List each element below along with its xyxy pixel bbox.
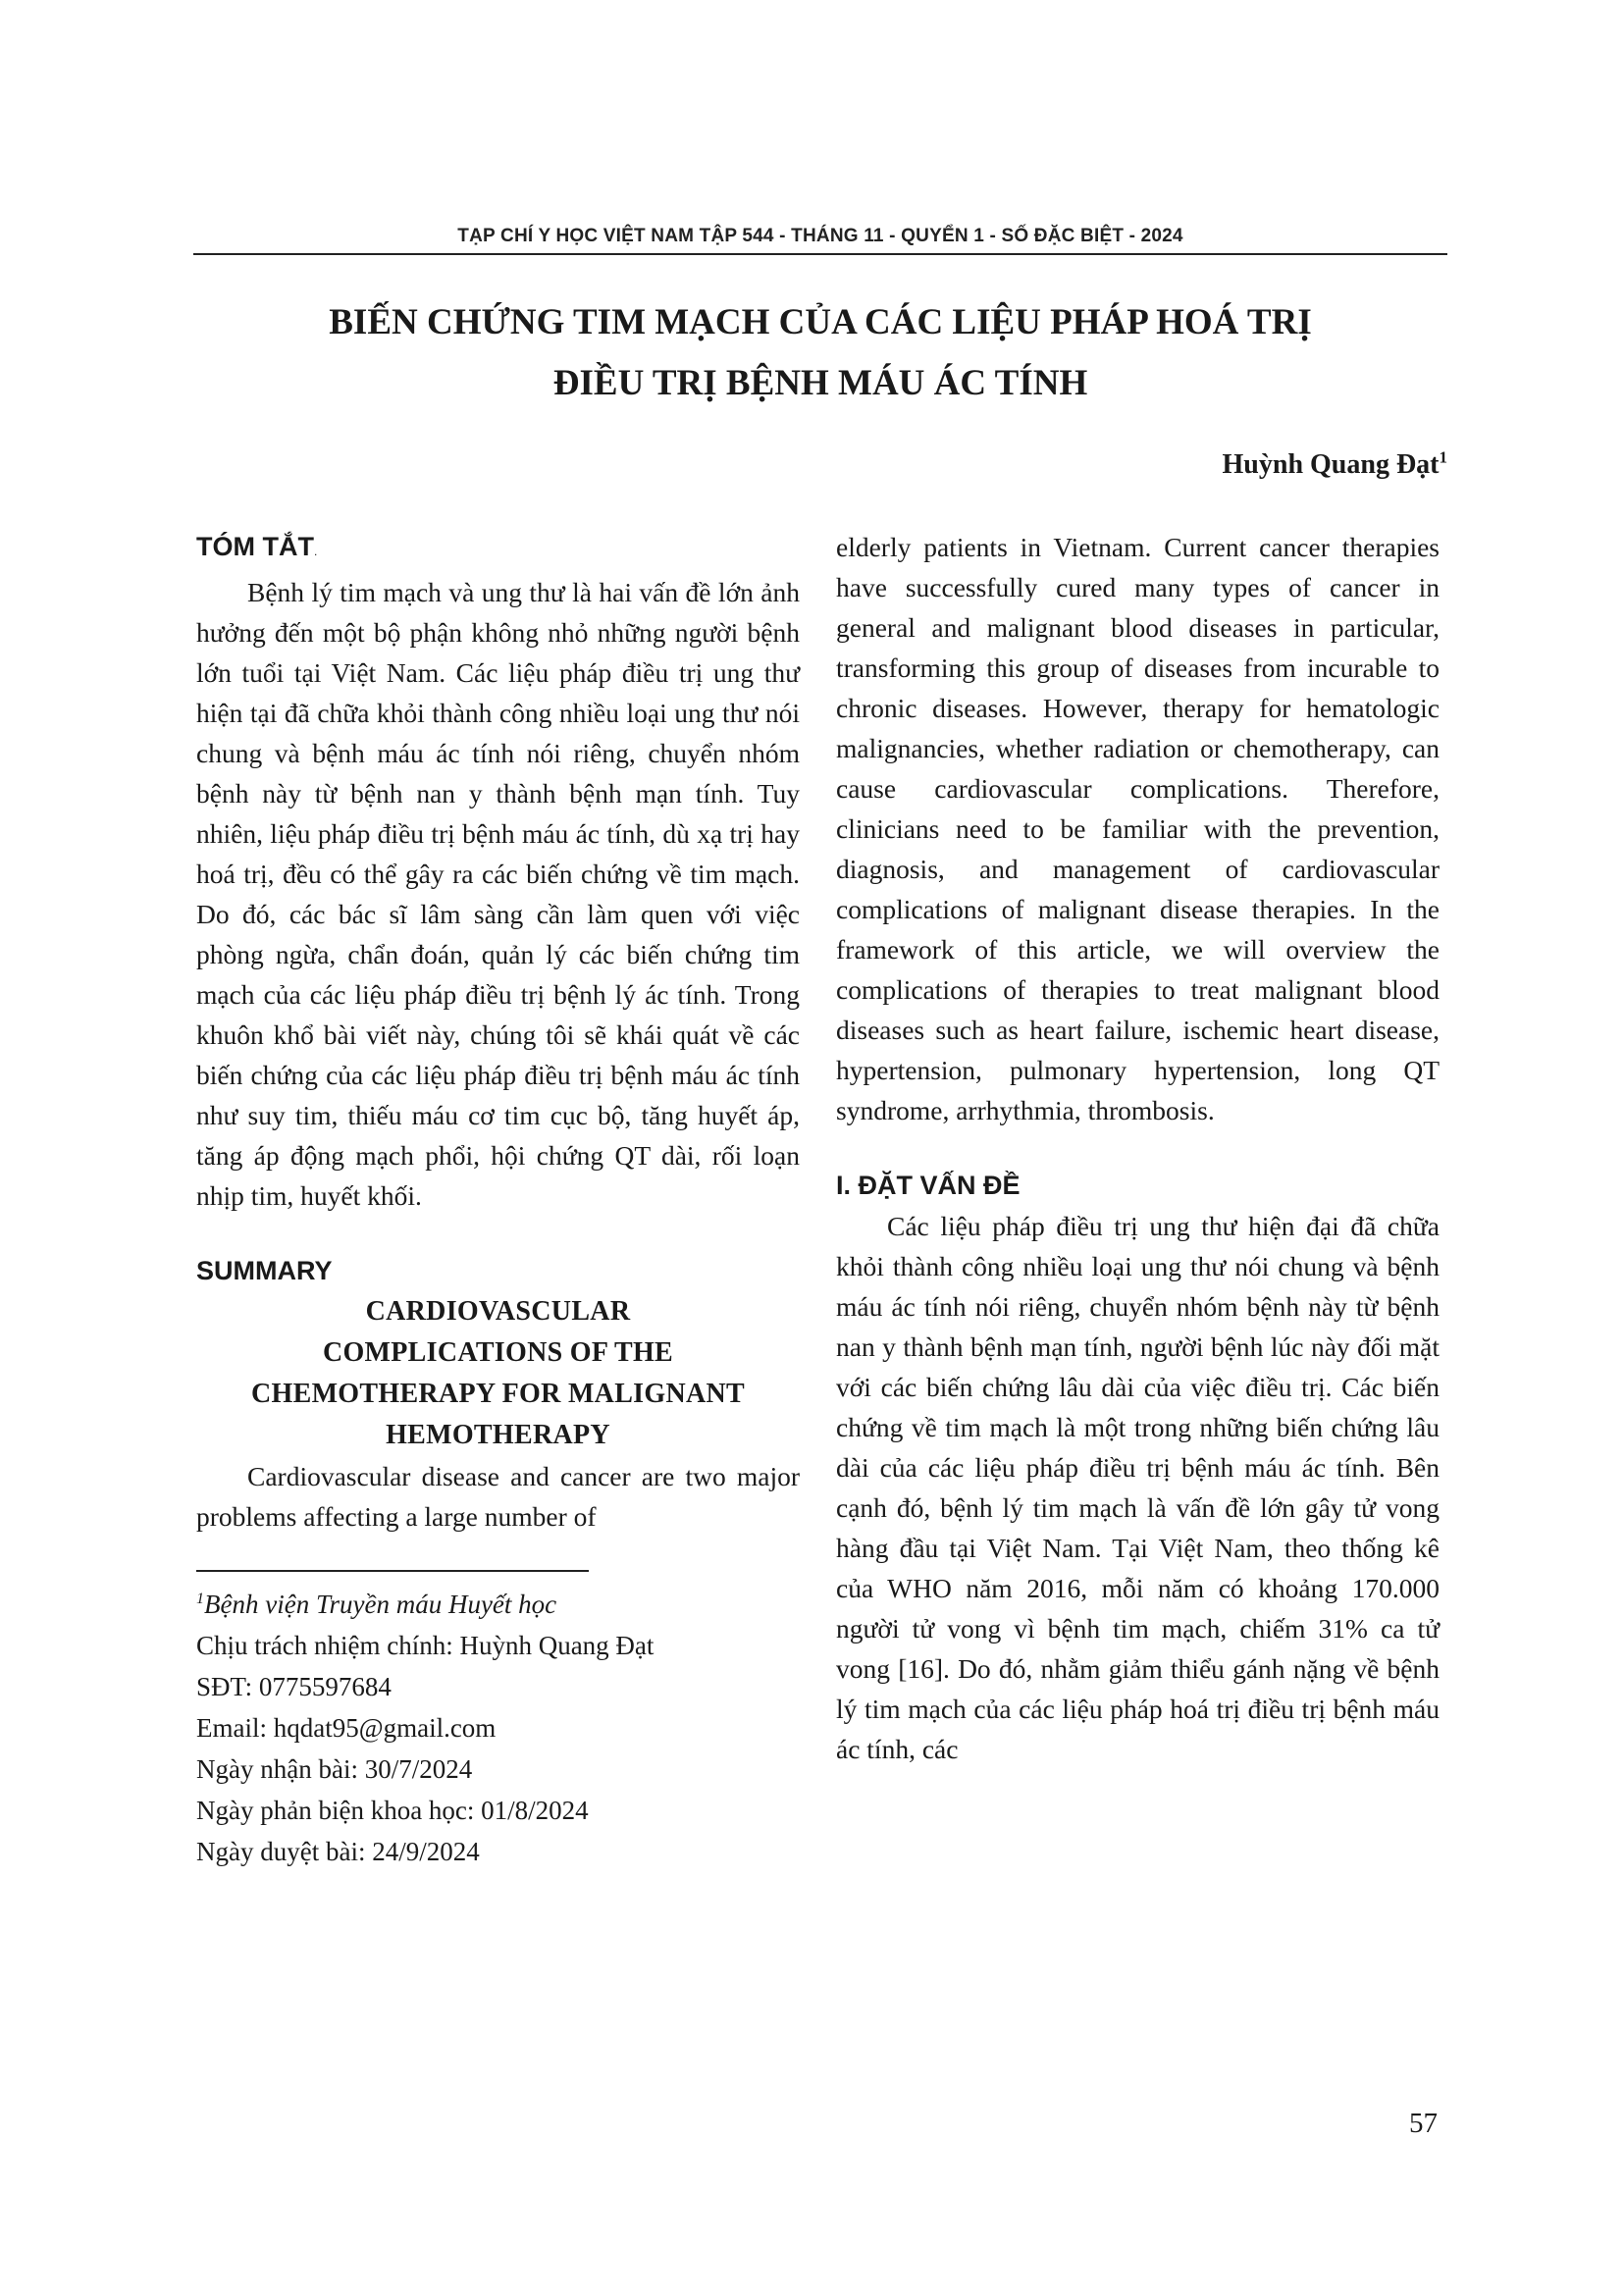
footnote-affiliation-text: Bệnh viện Truyền máu Huyết học xyxy=(204,1590,557,1619)
summary-heading: SUMMARY xyxy=(196,1256,333,1285)
footnote-received-date: Ngày nhận bài: 30/7/2024 xyxy=(196,1754,473,1784)
footnote-reviewed-date: Ngày phản biện khoa học: 01/8/2024 xyxy=(196,1796,589,1825)
article-title-line-2: ĐIỀU TRỊ BỆNH MÁU ÁC TÍNH xyxy=(552,363,1088,403)
footnote-accepted-date: Ngày duyệt bài: 24/9/2024 xyxy=(196,1837,480,1866)
author-byline xyxy=(1223,449,1447,481)
footnote-affiliation-mark: 1 xyxy=(196,1591,204,1607)
summary-title xyxy=(196,1291,800,1456)
footnote-rule xyxy=(196,1570,589,1572)
summary-text-part-2: elderly patients in Vietnam. Current cancer therapies have successfully cured many types of cancer in general and malignant blood diseases in particular, transforming this group of diseases from incurable to chronic diseases. However, therapy for hematologic malignancies, whether radiation or chemotherapy, can cause cardiovascular complications. Therefore, clinicians need to be familiar with the prevention, diagnosis, and management of cardiovascular complications of malignant disease therapies. In the framework of this article, we will overview the complications of therapies to treat malignant blood diseases such as heart failure, ischemic heart disease, hypertension, pulmonary hypertension, long QT syndrome, arrhythmia, thrombosis. xyxy=(836,532,1440,1125)
page-number: 57 xyxy=(1409,2108,1438,2139)
footnote-email: Email: hqdat95@gmail.com xyxy=(196,1713,497,1743)
summary-title-line-1: CARDIOVASCULAR xyxy=(365,1296,631,1327)
spacer xyxy=(196,1216,800,1251)
abstract-vi-heading xyxy=(196,527,800,572)
author-affiliation-mark: 1 xyxy=(1439,447,1447,467)
header-rule xyxy=(193,253,1447,255)
abstract-vi-heading-text: TÓM TẮT xyxy=(196,532,314,561)
summary-title-line-2: COMPLICATIONS OF THE xyxy=(322,1337,674,1368)
right-column xyxy=(836,527,1440,1769)
summary-text-part-1: Cardiovascular disease and cancer are two major problems affecting a large number of xyxy=(196,1461,800,1532)
summary-title-line-4: HEMOTHERAPY xyxy=(386,1420,610,1450)
article-title xyxy=(193,292,1447,414)
section-1-text: Các liệu pháp điều trị ung thư hiện đại đã chữa khỏi thành công nhiều loại ung thư nói chung và bệnh máu ác tính nói riêng, chuyển nhóm bệnh này từ bệnh nan y thành bệnh mạn tính, người bệnh lúc này đối mặt với các biến chứng lâu dài của việc điều trị. Các biến chứng về tim mạch là một trong những biến chứng lâu dài của các liệu pháp điều trị bệnh máu ác tính. Bên cạnh đó, bệnh lý tim mạch là vấn đề lớn gây tử vong hàng đầu tại Việt Nam. Tại Việt Nam, theo thống kê của WHO năm 2016, mỗi năm có khoảng 170.000 người tử vong vì bệnh tim mạch, chiếm 31% ca tử vong [16]. Do đó, nhằm giảm thiểu gánh nặng về bệnh lý tim mạch của các liệu pháp hoá trị điều trị bệnh máu ác tính, các xyxy=(836,1211,1440,1764)
footnote-phone: SĐT: 0775597684 xyxy=(196,1672,392,1701)
footnote-affiliation xyxy=(196,1584,800,1625)
spacer xyxy=(836,1130,1440,1166)
footnote-corresponding: Chịu trách nhiệm chính: Huỳnh Quang Đạt xyxy=(196,1631,655,1660)
left-column xyxy=(196,527,800,1872)
abstract-vi-heading-suffix: . xyxy=(313,545,318,558)
summary-title-line-3: CHEMOTHERAPY FOR MALIGNANT xyxy=(251,1379,745,1409)
running-header: TẠP CHÍ Y HỌC VIỆT NAM TẬP 544 - THÁNG 11 - QUYỂN 1 - SỐ ĐẶC BIỆT - 2024 xyxy=(457,226,1183,246)
abstract-vi-text: Bệnh lý tim mạch và ung thư là hai vấn đề lớn ảnh hưởng đến một bộ phận không nhỏ những người bệnh lớn tuổi tại Việt Nam. Các liệu pháp điều trị ung thư hiện tại đã chữa khỏi thành công nhiều loại ung thư nói chung và bệnh máu ác tính nói riêng, chuyển nhóm bệnh này từ bệnh nan y thành bệnh mạn tính. Tuy nhiên, liệu pháp điều trị bệnh máu ác tính, dù xạ trị hay hoá trị, đều có thể gây ra các biến chứng về tim mạch. Do đó, các bác sĩ lâm sàng cần làm quen với việc phòng ngừa, chẩn đoán, quản lý các biến chứng tim mạch của các liệu pháp điều trị bệnh lý ác tính. Trong khuôn khổ bài viết này, chúng tôi sẽ khái quát về các biến chứng của các liệu pháp điều trị bệnh máu ác tính như suy tim, thiếu máu cơ tim cục bộ, tăng huyết áp, tăng áp động mạch phổi, hội chứng QT dài, rối loạn nhịp tim, huyết khối. xyxy=(196,577,800,1211)
section-1-heading: I. ĐẶT VẤN ĐỀ xyxy=(836,1171,1021,1200)
footnotes xyxy=(196,1584,800,1872)
author-name: Huỳnh Quang Đạt xyxy=(1222,449,1440,480)
article-title-line-1: BIẾN CHỨNG TIM MẠCH CỦA CÁC LIỆU PHÁP HOÁ TRỊ xyxy=(329,302,1312,342)
